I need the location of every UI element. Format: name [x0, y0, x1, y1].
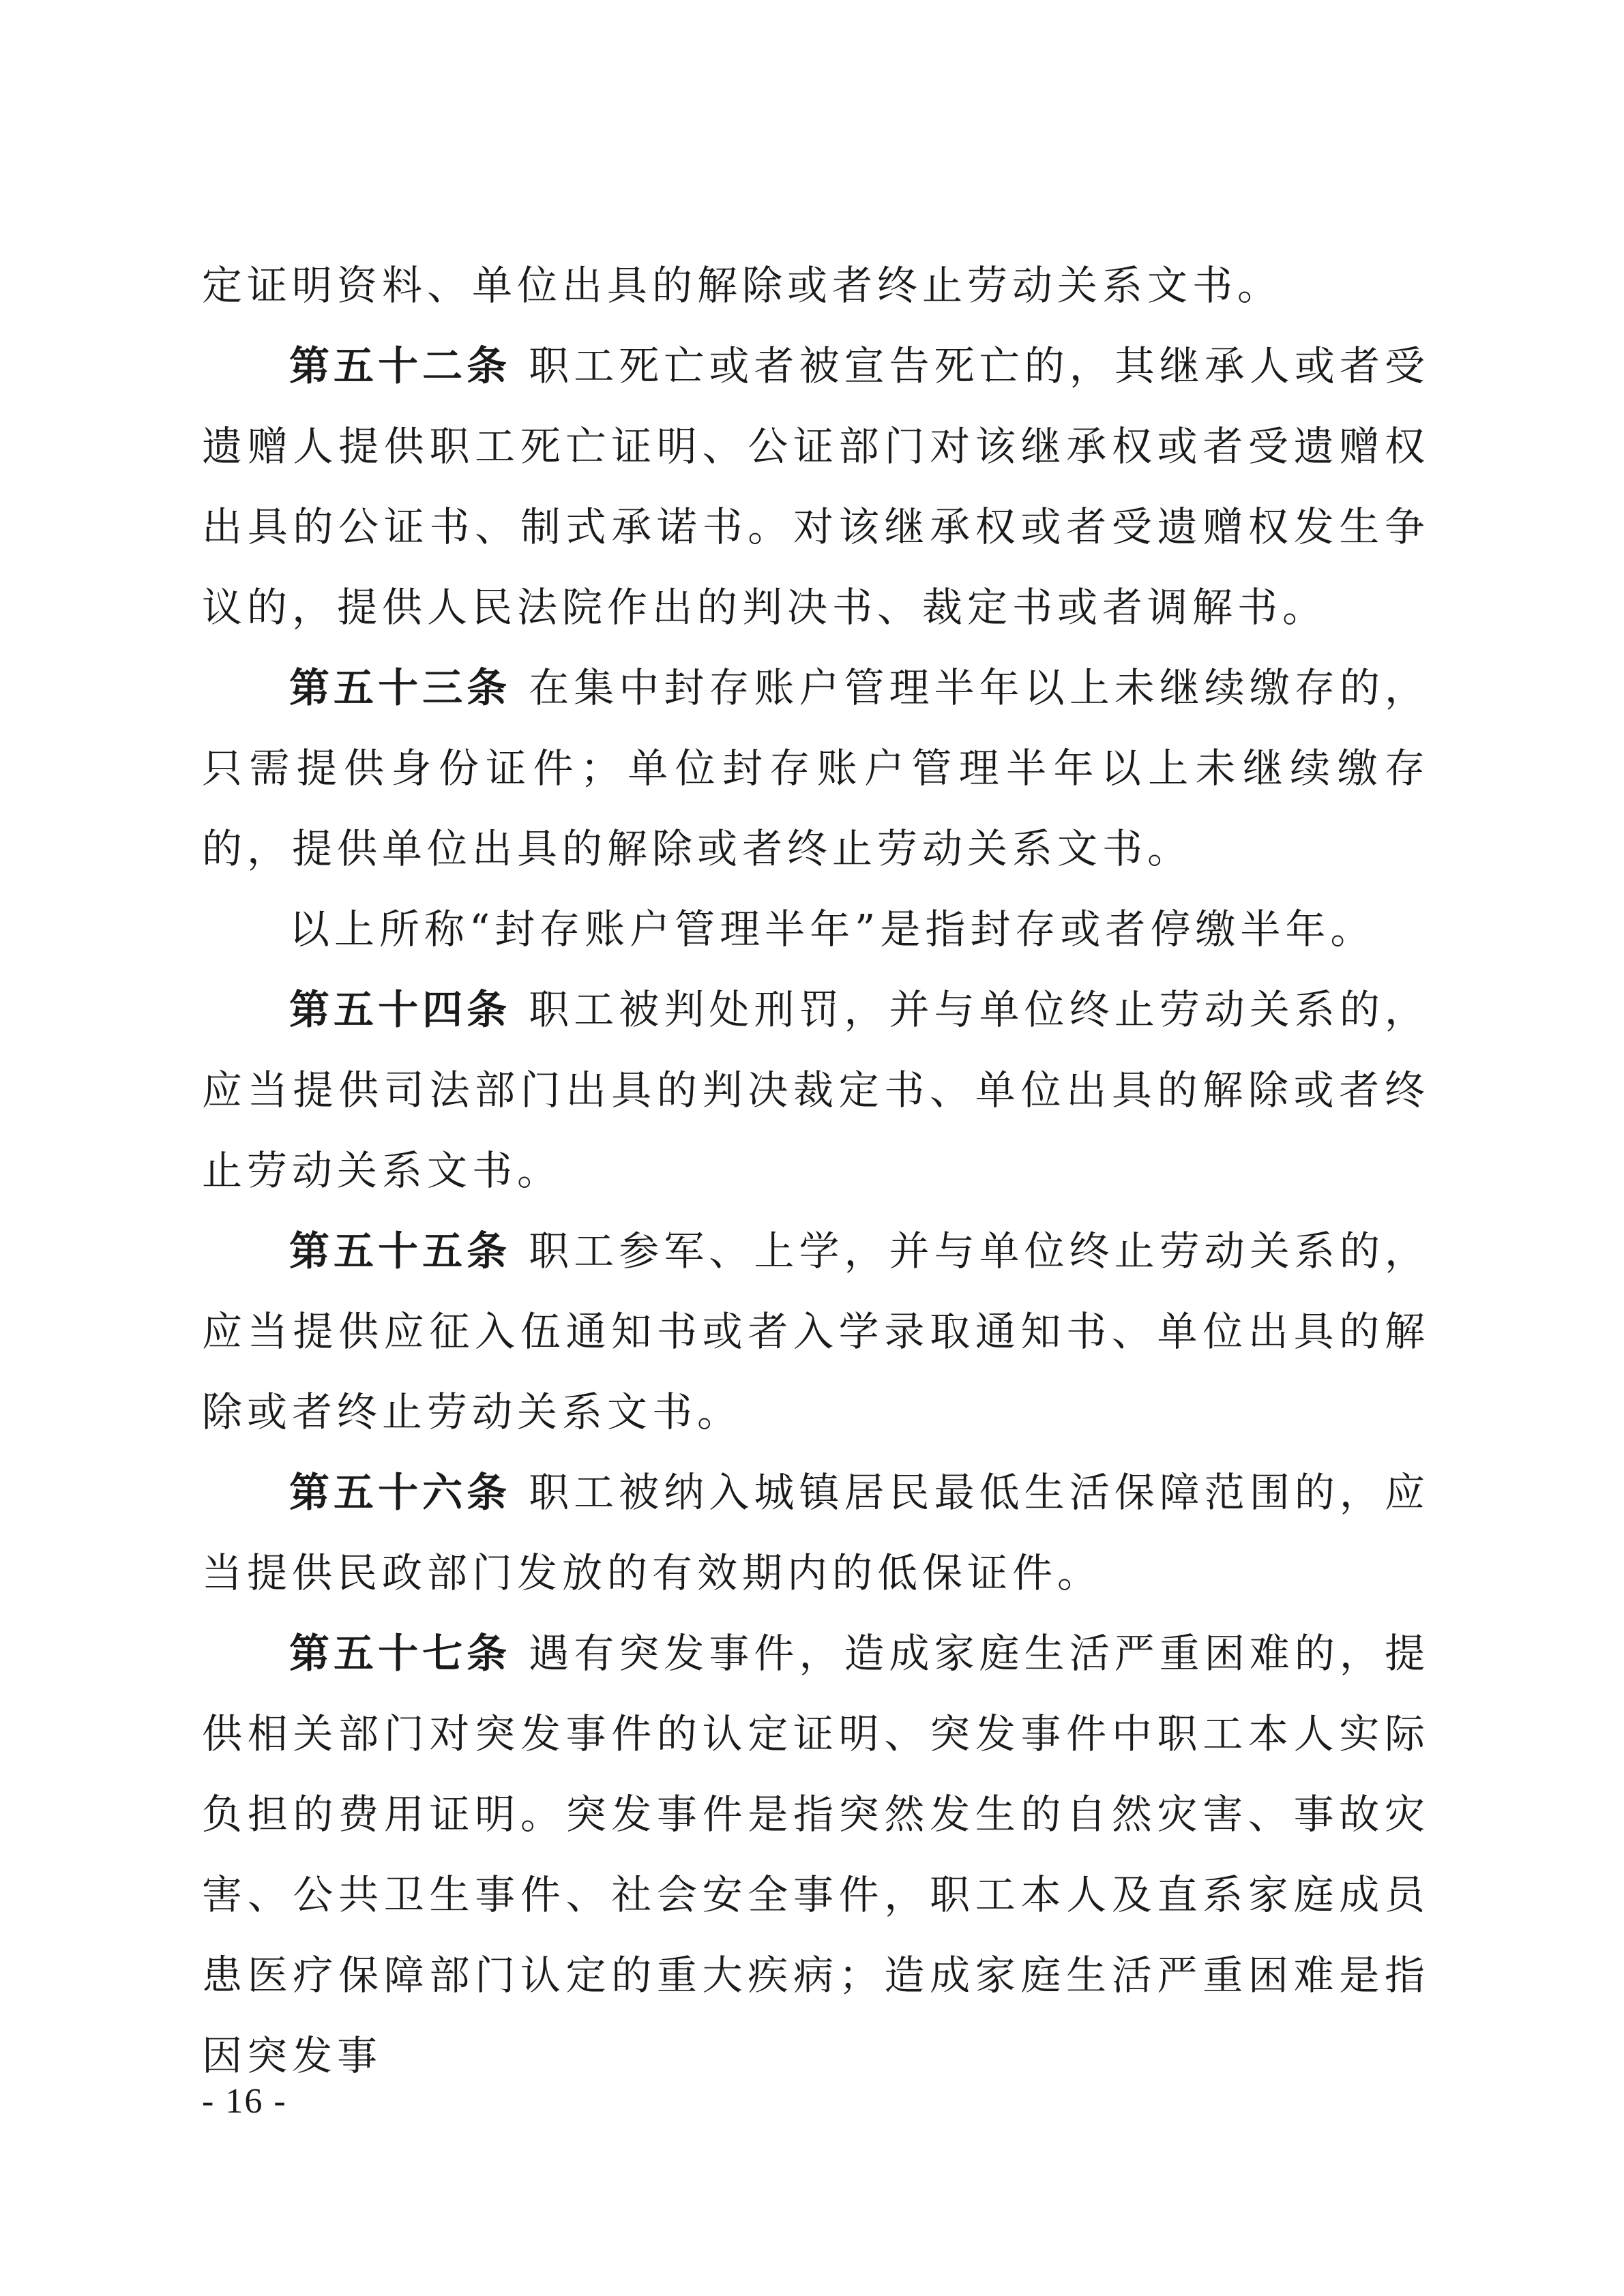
article-number: 第五十三条	[289, 664, 512, 711]
page-number: - 16 -	[202, 2082, 287, 2121]
article-text: 在集中封存账户管理半年以上未继续缴存的，只需提供身份证件；单位封存账户管理半年以上未继续缴存的，提供单位出具的解除或者终止劳动关系文书。	[202, 664, 1430, 872]
article-53	[202, 648, 1430, 889]
article-52	[202, 326, 1430, 648]
article-57	[202, 1613, 1430, 2096]
article-text: 职工参军、上学，并与单位终止劳动关系的，应当提供应征入伍通知书或者入学录取通知书、单位出具的解除或者终止劳动关系文书。	[202, 1227, 1430, 1435]
article-56	[202, 1452, 1430, 1613]
article-number: 第五十七条	[289, 1630, 512, 1677]
paragraph-text: 定证明资料、单位出具的解除或者终止劳动关系文书。	[202, 262, 1283, 309]
article-number: 第五十二条	[289, 342, 512, 389]
article-text: 职工被纳入城镇居民最低生活保障范围的，应当提供民政部门发放的有效期内的低保证件。	[202, 1469, 1430, 1596]
article-text: 遇有突发事件，造成家庭生活严重困难的，提供相关部门对突发事件的认定证明、突发事件中职工本人实际负担的费用证明。突发事件是指突然发生的自然灾害、事故灾害、公共卫生事件、社会安全事件，职工本人及直系家庭成员患医疗保障部门认定的重大疾病；造成家庭生活严重困难是指因突发事	[202, 1630, 1430, 2079]
paragraph-text: 以上所称“封存账户管理半年”是指封存或者停缴半年。	[289, 906, 1376, 953]
article-number: 第五十四条	[289, 986, 512, 1033]
article-number: 第五十六条	[289, 1469, 512, 1516]
article-number: 第五十五条	[289, 1227, 512, 1274]
article-55	[202, 1211, 1430, 1452]
article-54	[202, 970, 1430, 1211]
article-text: 职工被判处刑罚，并与单位终止劳动关系的，应当提供司法部门出具的判决裁定书、单位出具的解除或者终止劳动关系文书。	[202, 986, 1430, 1194]
article-text: 职工死亡或者被宣告死亡的，其继承人或者受遗赠人提供职工死亡证明、公证部门对该继承权或者受遗赠权出具的公证书、制式承诺书。对该继承权或者受遗赠权发生争议的，提供人民法院作出的判决书、裁定书或者调解书。	[202, 342, 1430, 631]
paragraph-continuation	[202, 245, 1430, 326]
document-body	[202, 245, 1430, 2096]
paragraph-note	[202, 889, 1430, 970]
